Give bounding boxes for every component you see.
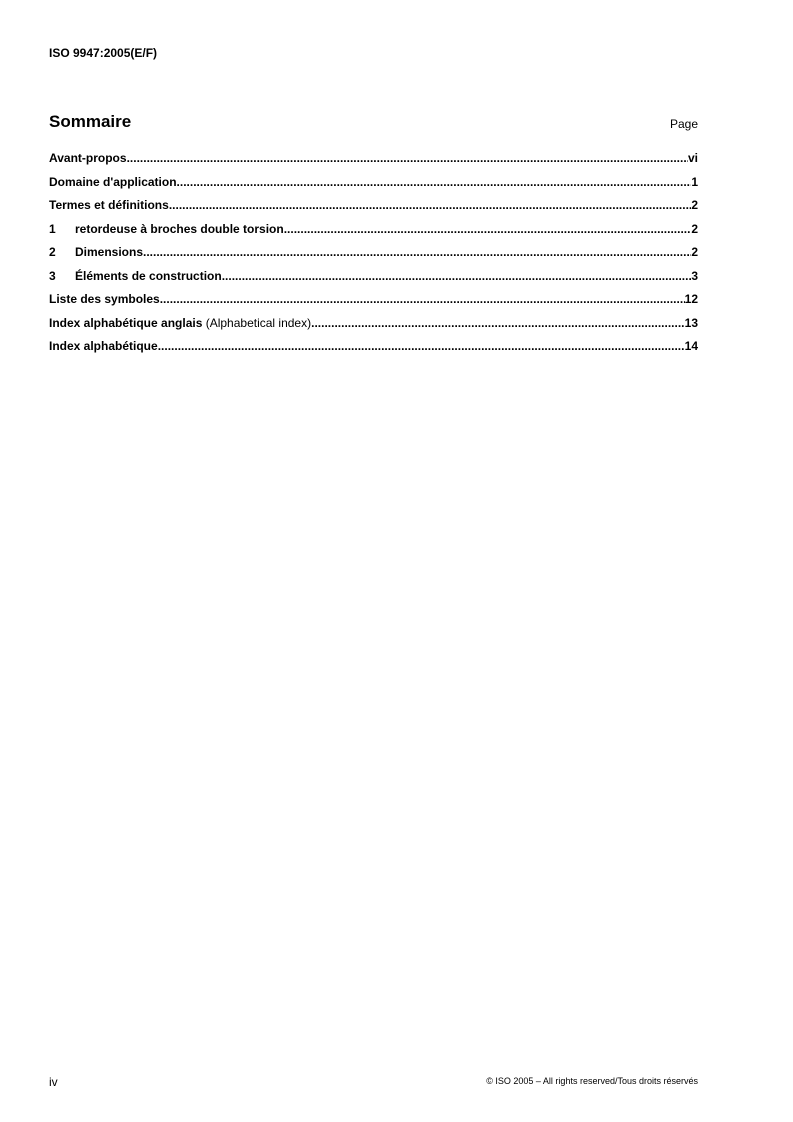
toc-entry-liste-symboles[interactable] — [49, 292, 698, 316]
footer-page-number: iv — [49, 1075, 58, 1089]
toc-entry-title-suffix: (Alphabetical index) — [202, 315, 312, 330]
table-of-contents — [49, 151, 698, 363]
toc-entry-title-main: Index alphabétique anglais — [49, 315, 203, 330]
toc-entry-page: 12 — [684, 292, 698, 306]
toc-entry-page: 13 — [684, 315, 698, 330]
toc-entry-title: retordeuse à broches double torsion — [75, 221, 284, 236]
toc-leader-dots — [311, 316, 685, 330]
toc-entry-number: 1 — [49, 221, 56, 236]
toc-leader-dots — [127, 151, 688, 165]
toc-leader-dots — [169, 198, 692, 212]
toc-entry-section-1[interactable] — [49, 222, 698, 246]
toc-leader-dots — [143, 245, 691, 259]
toc-entry-title: Dimensions — [75, 245, 144, 259]
document-id: ISO 9947:2005(E/F) — [49, 46, 158, 60]
toc-entry-domaine[interactable] — [49, 175, 698, 199]
toc-entry-title: Index alphabétique — [49, 339, 158, 353]
toc-entry-section-3[interactable] — [49, 269, 698, 293]
toc-entry-page: 3 — [691, 268, 698, 283]
toc-entry-page: 1 — [691, 174, 698, 189]
toc-entry-page: 2 — [691, 245, 698, 259]
toc-entry-number: 3 — [49, 268, 56, 283]
page-column-label: Page — [669, 117, 698, 131]
toc-leader-dots — [158, 339, 685, 353]
toc-entry-index-anglais[interactable] — [49, 316, 698, 340]
toc-entry-index-alphabetique[interactable] — [49, 339, 698, 363]
toc-entry-title: Avant-propos — [49, 151, 127, 165]
toc-entry-section-2[interactable] — [49, 245, 698, 269]
toc-leader-dots — [222, 269, 692, 283]
toc-entry-termes[interactable] — [49, 198, 698, 222]
toc-entry-title — [49, 316, 311, 330]
toc-leader-dots — [177, 175, 692, 189]
toc-entry-title: Liste des symboles — [49, 292, 160, 306]
toc-entry-title: Termes et définitions — [49, 198, 169, 212]
toc-leader-dots — [160, 292, 685, 306]
toc-entry-title: Éléments de construction — [75, 268, 222, 283]
toc-leader-dots — [284, 222, 692, 236]
toc-entry-number: 2 — [49, 245, 56, 259]
toc-entry-page: 14 — [684, 339, 698, 353]
toc-entry-page: 2 — [691, 221, 698, 236]
toc-heading-row — [49, 112, 698, 134]
toc-entry-page: vi — [687, 151, 698, 165]
footer-copyright: © ISO 2005 – All rights reserved/Tous droits réservés — [486, 1076, 698, 1086]
toc-entry-avant-propos[interactable] — [49, 151, 698, 175]
toc-title: Sommaire — [49, 112, 132, 131]
toc-entry-title: Domaine d'application — [49, 174, 177, 189]
toc-entry-page: 2 — [691, 198, 698, 212]
